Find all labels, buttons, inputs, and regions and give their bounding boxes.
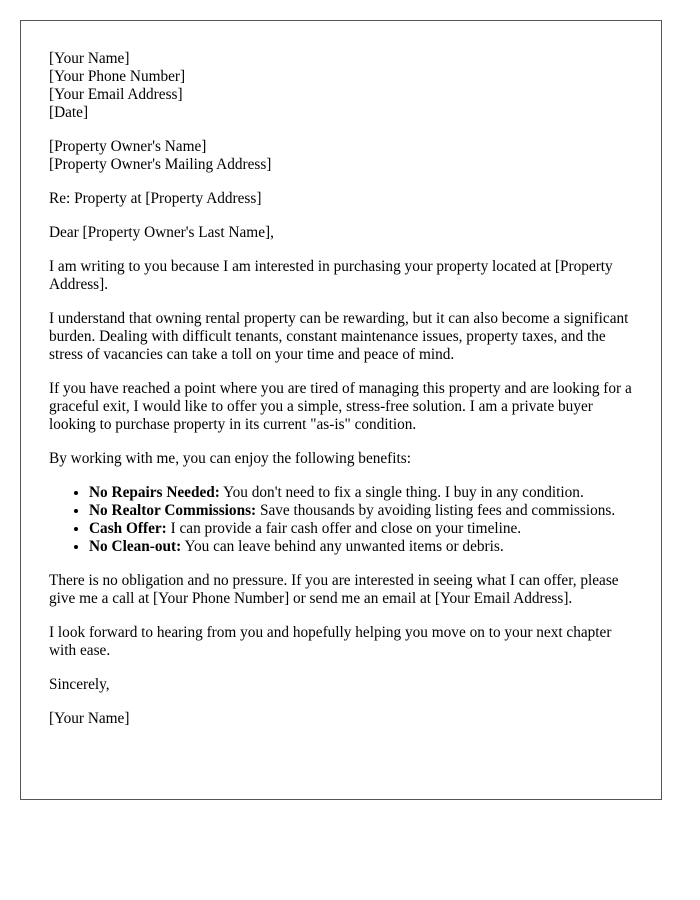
benefit-text: Save thousands by avoiding listing fees and commissions. (256, 502, 616, 519)
sender-name: [Your Name] (49, 50, 130, 67)
benefit-text: You can leave behind any unwanted items or debris. (181, 538, 504, 555)
signoff: Sincerely, (49, 676, 110, 693)
benefit-title: No Clean-out: (89, 538, 182, 555)
body-paragraph-benefits-intro: By working with me, you can enjoy the following benefits: (49, 450, 411, 467)
signature: [Your Name] (49, 710, 130, 727)
benefit-text: You don't need to fix a single thing. I buy in any condition. (219, 484, 584, 501)
body-paragraph-contact: There is no obligation and no pressure. If you are interested in seeing what I can offer, please give me a call at [Your Phone Number] or send me an email at [Your Email Address]. (49, 572, 619, 607)
benefit-item (89, 484, 633, 502)
salutation: Dear [Property Owner's Last Name], (49, 224, 274, 241)
body-paragraph-intro: I am writing to you because I am interested in purchasing your property located at [Property Address]. (49, 258, 613, 293)
sender-phone: [Your Phone Number] (49, 68, 186, 85)
benefit-title: No Realtor Commissions: (89, 502, 257, 519)
benefit-text: I can provide a fair cash offer and close on your timeline. (166, 520, 522, 537)
sender-email: [Your Email Address] (49, 86, 183, 103)
body-paragraph-burden: I understand that owning rental property can be rewarding, but it can also become a significant burden. Dealing with difficult tenants, constant maintenance issues, property taxes, and the stress of vacancies can take a toll on your time and peace of mind. (49, 310, 629, 363)
benefit-title: No Repairs Needed: (89, 484, 220, 501)
subject-line: Re: Property at [Property Address] (49, 190, 262, 207)
body-paragraph-closing: I look forward to hearing from you and hopefully helping you move on to your next chapter with ease. (49, 624, 612, 659)
letter-page (20, 20, 662, 800)
recipient-address: [Property Owner's Mailing Address] (49, 156, 272, 173)
recipient-name: [Property Owner's Name] (49, 138, 207, 155)
benefits-list (49, 484, 633, 556)
recipient-block (49, 138, 633, 174)
benefit-item (89, 502, 633, 520)
body-paragraph-offer: If you have reached a point where you are tired of managing this property and are looking for a graceful exit, I would like to offer you a simple, stress-free solution. I am a private buyer looking to purchase property in its current "as-is" condition. (49, 380, 632, 433)
benefit-item (89, 538, 633, 556)
sender-block (49, 50, 633, 122)
letter-date: [Date] (49, 104, 89, 121)
benefit-title: Cash Offer: (89, 520, 167, 537)
benefit-item (89, 520, 633, 538)
